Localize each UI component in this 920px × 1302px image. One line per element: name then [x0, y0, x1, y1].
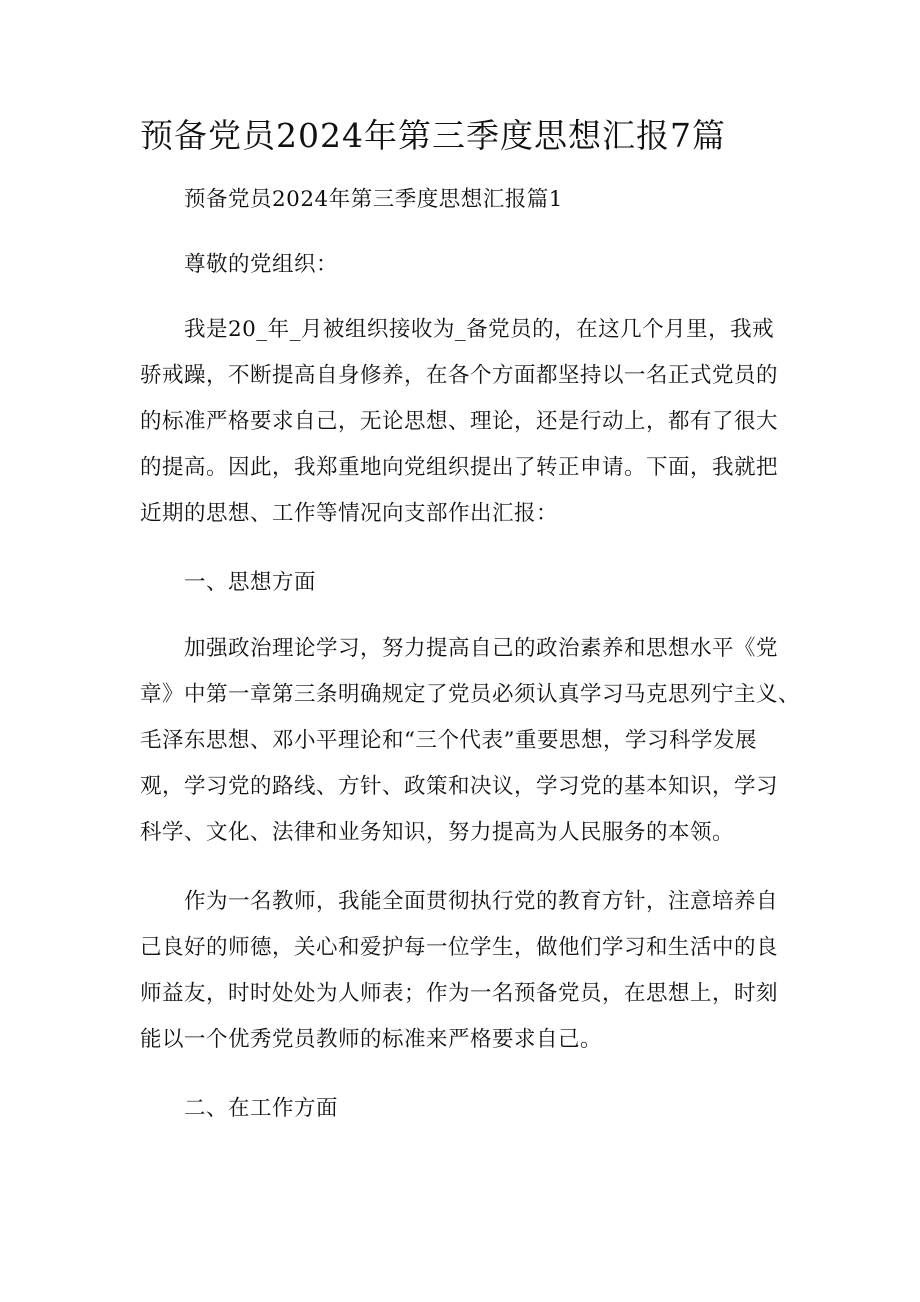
document-subtitle: 预备党员2024年第三季度思想汇报篇1: [184, 187, 563, 212]
paragraph-2-line-5: 科学、文化、法律和业务知识，努力提高为人民服务的本领。: [140, 820, 735, 845]
paragraph-3-line-1: 作为一名教师，我能全面贯彻执行党的教育方针，注意培养自: [184, 889, 779, 914]
paragraph-1-line-3: 的标准严格要求自己，无论思想、理论，还是行动上，都有了很大: [140, 409, 779, 434]
paragraph-2-line-3: 毛泽东思想、邓小平理论和“三个代表”重要思想，学习科学发展: [140, 728, 757, 753]
paragraph-3-line-4: 能以一个优秀党员教师的标准来严格要求自己。: [140, 1027, 603, 1052]
paragraph-1-line-4: 的提高。因此，我郑重地向党组织提出了转正申请。下面，我就把: [140, 455, 779, 480]
paragraph-2-line-4: 观，学习党的路线、方针、政策和决议，学习党的基本知识，学习: [140, 774, 779, 799]
heading-thought: 一、思想方面: [184, 570, 317, 595]
paragraph-3-line-3: 师益友，时时处处为人师表；作为一名预备党员，在思想上，时刻: [140, 981, 779, 1006]
salutation: 尊敬的党组织：: [184, 252, 339, 277]
paragraph-1-line-5: 近期的思想、工作等情况向支部作出汇报：: [140, 501, 559, 526]
document-title: 预备党员2024年第三季度思想汇报7篇: [140, 116, 726, 155]
paragraph-1-line-1: 我是20_年_月被组织接收为_备党员的，在这几个月里，我戒: [184, 317, 775, 342]
paragraph-3-line-2: 己良好的师德，关心和爱护每一位学生，做他们学习和生活中的良: [140, 935, 779, 960]
heading-work: 二、在工作方面: [184, 1096, 339, 1121]
paragraph-1-line-2: 骄戒躁，不断提高自身修养，在各个方面都坚持以一名正式党员的: [140, 363, 779, 388]
paragraph-2-line-1: 加强政治理论学习，努力提高自己的政治素养和思想水平《党: [184, 636, 779, 661]
paragraph-2-line-2: 章》中第一章第三条明确规定了党员必须认真学习马克思列宁主义、: [140, 682, 801, 707]
